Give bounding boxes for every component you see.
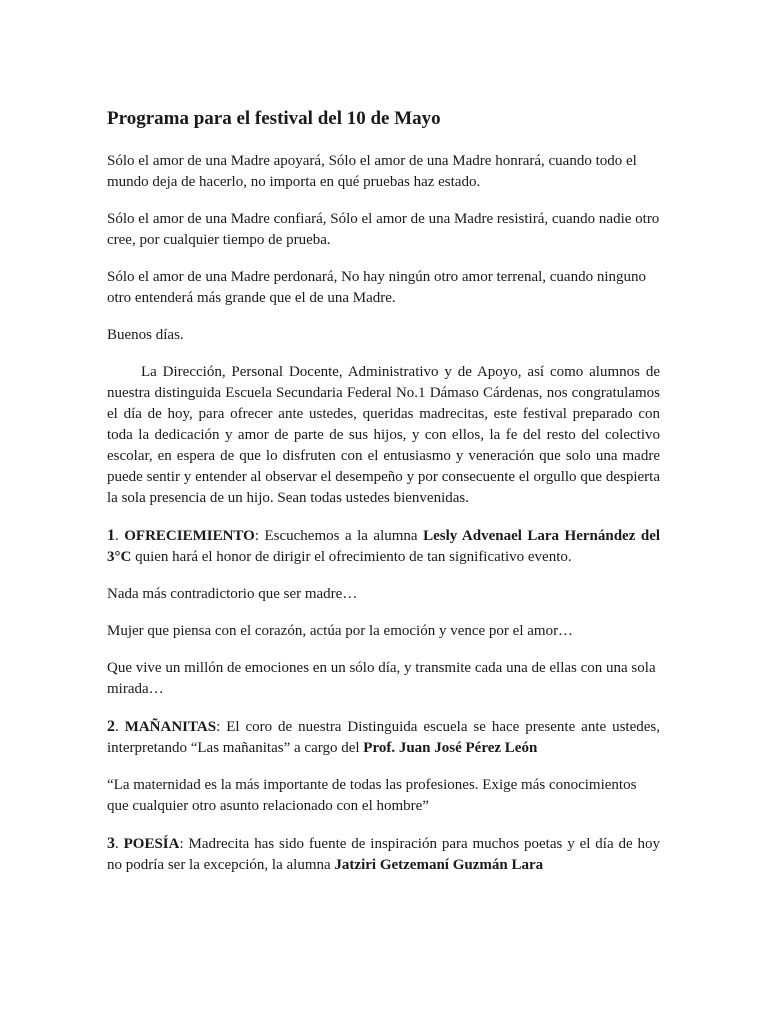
intro-paragraph-2: Sólo el amor de una Madre confiará, Sólo el amor de una Madre resistirá, cuando nadie otro cree, por cualquier tiempo de prueba. <box>107 211 660 248</box>
item-2-label: MAÑANITAS <box>124 719 217 735</box>
greeting: Buenos días. <box>107 327 184 343</box>
item-3-number: 3 <box>107 835 115 852</box>
intro-paragraph-3: Sólo el amor de una Madre perdonará, No hay ningún otro amor terrenal, cuando ninguno otro entenderá más grande que el de una Madre. <box>107 269 647 306</box>
intro-paragraph-1: Sólo el amor de una Madre apoyará, Sólo el amor de una Madre honrará, cuando todo el mundo deja de hacerlo, no importa en qué pruebas haz estado. <box>107 153 637 190</box>
item-1-number: 1 <box>107 527 115 544</box>
item-2-text-a: : El coro de nuestra Distinguida escuela se hace presente ante ustedes, interpretando “Las mañanitas” a cargo del <box>107 719 660 756</box>
quote-paragraph: “La maternidad es la más importante de todas las profesiones. Exige más conocimientos que cualquier otro asunto relacionado con el hombre” <box>107 777 637 814</box>
item-2-number: 2 <box>107 718 115 735</box>
item-1-text-b: quien hará el honor de dirigir el ofrecimiento de tan significativo evento. <box>131 549 572 565</box>
item-1-performer: Lesly Advenael Lara Hernández del 3°C <box>107 528 661 565</box>
welcome-paragraph: La Dirección, Personal Docente, Administrativo y de Apoyo, así como alumnos de nuestra distinguida Escuela Secundaria Federal No.1 Dámaso Cárdenas, nos congratulamos el día de hoy, para ofrecer ante ustedes, queridas madrecitas, este festival preparado con toda la dedicación y amor de parte de sus hijos, y con ellos, la fe del resto del colectivo escolar, en espera de que lo disfruten con el entusiasmo y veneración que solo una madre puede sentir y entender al observar el desempeño y por consecuente el orgullo que despierta la sola presencia de un hijo. Sean todas ustedes bienvenidas. <box>107 364 660 506</box>
item-1-line-1: Nada más contradictorio que ser madre… <box>107 586 358 602</box>
document-title: Programa para el festival del 10 de Mayo <box>107 108 441 129</box>
item-3-label: POESÍA <box>123 836 180 852</box>
item-3-text-a: : Madrecita has sido fuente de inspiración para muchos poetas y el día de hoy no podría ser la excepción, la alumna <box>107 836 661 873</box>
item-1-line-3: Que vive un millón de emociones en un sólo día, y transmite cada una de ellas con una sola mirada… <box>107 660 656 697</box>
program-item-1: 1. OFRECIEMIENTO: Escuchemos a la alumna Lesly Advenael Lara Hernández del 3°C quien hará el honor de dirigir el ofrecimiento de tan significativo evento. <box>107 527 661 565</box>
item-1-line-2: Mujer que piensa con el corazón, actúa por la emoción y vence por el amor… <box>107 623 574 639</box>
item-1-label: OFRECIEMIENTO <box>124 528 255 544</box>
program-item-2: 2. MAÑANITAS: El coro de nuestra Distinguida escuela se hace presente ante ustedes, interpretando “Las mañanitas” a cargo del Prof. Juan José Pérez León <box>107 718 660 756</box>
document-body <box>107 107 660 892</box>
item-2-performer: Prof. Juan José Pérez León <box>363 740 538 756</box>
item-3-performer: Jatziri Getzemaní Guzmán Lara <box>334 857 544 873</box>
program-item-3: 3. POESÍA: Madrecita has sido fuente de inspiración para muchos poetas y el día de hoy no podría ser la excepción, la alumna Jatziri Getzemaní Guzmán Lara <box>107 835 661 873</box>
item-1-text-a: : Escuchemos a la alumna <box>254 528 424 544</box>
